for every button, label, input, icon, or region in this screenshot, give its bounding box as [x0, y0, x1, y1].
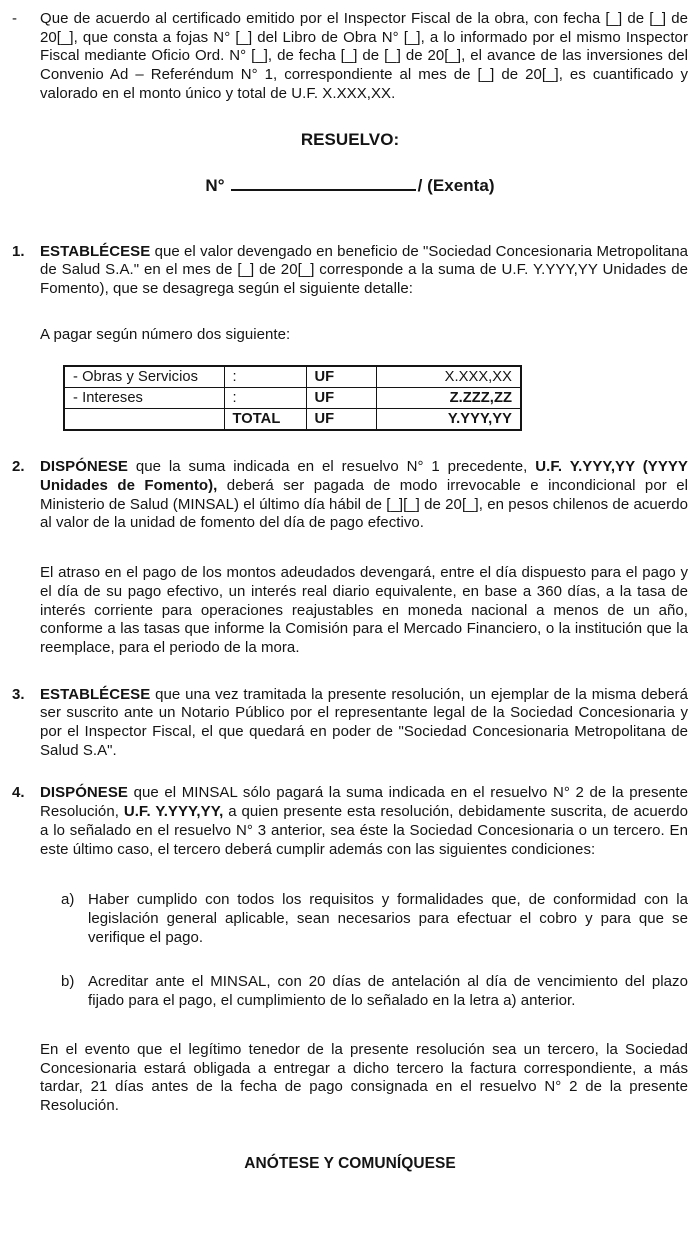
number-prefix: N° [205, 175, 225, 195]
table-row-intereses [64, 388, 521, 409]
resuelvo-heading: RESUELVO: [300, 129, 400, 149]
row-obras-colon: : [224, 366, 306, 388]
table-row-obras [64, 366, 521, 388]
item-4-text: DISPÓNESE que el MINSAL sólo pagará la suma indicada en el resuelvo N° 2 de la presente Resolución, U.F. Y.YYY,YY, a quien presente esta resolución, debidamente suscrita, de acuerdo a lo señalado en el resuelvo N° 3 anterior, sea éste la Sociedad Concesionaria o un tercero. En este último caso, el tercero deberá cumplir además con las siguientes condiciones: [40, 784, 688, 858]
row-total-unit: UF [306, 409, 376, 431]
letter-item-a [61, 891, 688, 947]
item-2 [12, 458, 688, 533]
item-1 [12, 243, 688, 299]
bullet-marker: - [12, 10, 18, 27]
item-1-text: ESTABLÉCESE que el valor devengado en beneficio de "Sociedad Concesionaria Metropolitana de Salud S.A." en el mes de [_] de 20[_] corresponde a la suma de U.F. Y.YYY,YY Unidades de Fomento), que se desagrega según el siguiente detalle: [40, 242, 688, 297]
table-row-total [64, 409, 521, 431]
letter-b-marker: b) [61, 973, 75, 991]
row-obras-label: - Obras y Servicios [64, 366, 224, 388]
row-intereses-label: - Intereses [64, 388, 224, 409]
item-3-number: 3. [12, 685, 25, 703]
row-total-value: Y.YYY,YY [376, 409, 521, 431]
letter-a-text: Haber cumplido con todos los requisitos y formalidades que, de conformidad con la legislación general aplicable, sean necesarios para efectuar el cobro y para que se verifique el pago. [88, 891, 688, 946]
item-2-text: DISPÓNESE que la suma indicada en el resuelvo N° 1 precedente, U.F. Y.YYY,YY (YYYY Unidades de Fomento), deberá ser pagada de modo irrevocable e incondicional por el Ministerio de Salud (MINSAL) el último día hábil de [_][_] de 20[_], en pesos chilenos de acuerdo al valor de la unidad de fomento del día de pago efectivo. [40, 458, 688, 532]
row-total-label [64, 409, 224, 431]
item-2-number: 2. [12, 458, 25, 476]
item-1-number: 1. [12, 242, 25, 260]
resolution-number-line [12, 175, 688, 197]
item-4 [12, 784, 688, 859]
row-intereses-unit: UF [306, 388, 376, 409]
closing-paragraph: En el evento que el legítimo tenedor de la presente resolución sea un tercero, la Sociedad Concesionaria estará obligada a entregar a dicho tercero la factura correspondiente, a más tardar, 21 días antes de la fecha de pago consignada en el resuelvo N° 2 de la presente Resolución. [40, 1040, 688, 1114]
intro-paragraph-text: Que de acuerdo al certificado emitido por el Inspector Fiscal de la obra, con fecha [_] de [_] de 20[_], que consta a fojas N° [_] del Libro de Obra N° [_], a lo informado por el mismo Inspector Fiscal mediante Oficio Ord. N° [_], de fecha [_] de [_] de 20[_], el avance de las inversiones del Convenio Ad – Referéndum N° 1, correspondiente al mes de [_] de 20[_], es cuantificado y valorado en el monto único y total de U.F. X.XXX,XX. [40, 10, 688, 102]
letter-item-b [61, 973, 688, 1010]
row-total-colon: TOTAL [224, 409, 306, 431]
intro-paragraph [12, 10, 688, 104]
footer-heading: ANÓTESE Y COMUNÍQUESE [244, 1154, 456, 1172]
number-suffix: / (Exenta) [417, 175, 495, 195]
row-obras-value: X.XXX,XX [376, 366, 521, 388]
item-4-number: 4. [12, 784, 25, 802]
a-pagar-line: A pagar según número dos siguiente: [40, 325, 291, 343]
item-3 [12, 686, 688, 761]
item-3-text: ESTABLÉCESE que una vez tramitada la presente resolución, un ejemplar de la misma deberá ser suscrito ante un Notario Público por el representante legal de la Sociedad Concesionaria y por el Inspector Fiscal, el que quedará en poder de "Sociedad Concesionaria Metropolitana de Salud S.A". [40, 685, 688, 759]
letter-b-text: Acreditar ante el MINSAL, con 20 días de antelación al día de vencimiento del plazo fijado para el pago, el cumplimiento de lo señalado en la letra a) anterior. [88, 973, 688, 1010]
interest-paragraph: El atraso en el pago de los montos adeudados devengará, entre el día dispuesto para el pago y el día de su pago efectivo, un interés real diario equivalente, en base a 360 días, a la tasa de interés corriente para operaciones reajustables en moneda nacional a menos de un año, conforme a las tasas que informe la Comisión para el Mercado Financiero, o la institución que la reemplace, para el periodo de la mora. [40, 564, 688, 656]
row-intereses-colon: : [224, 388, 306, 409]
row-obras-unit: UF [306, 366, 376, 388]
row-intereses-value: Z.ZZZ,ZZ [376, 388, 521, 409]
number-blank-line [231, 175, 416, 191]
letter-a-marker: a) [61, 891, 75, 909]
payment-table [63, 365, 522, 431]
